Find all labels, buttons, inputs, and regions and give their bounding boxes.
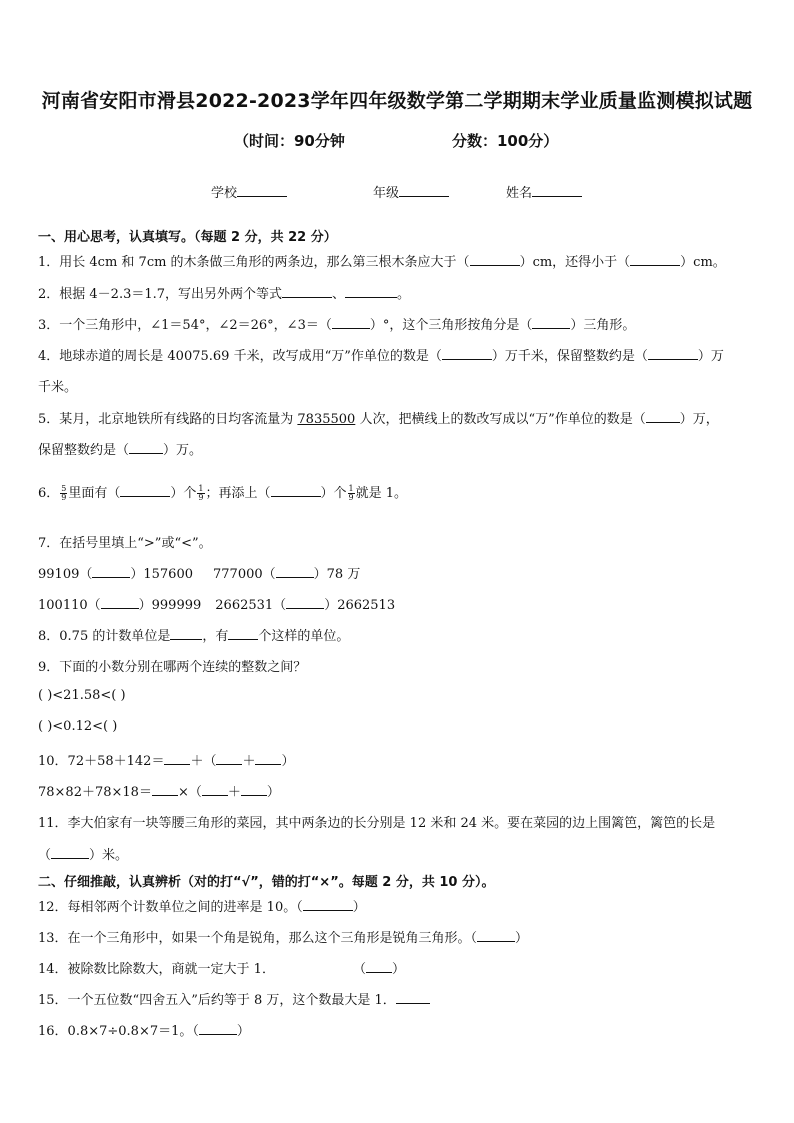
q5-blank-1[interactable] (646, 410, 680, 423)
q10-blank-6[interactable] (241, 783, 267, 796)
page-title: 河南省安阳市滑县2022-2023学年四年级数学第二学期期末学业质量监测模拟试题 (41, 90, 753, 112)
q7-blank-1[interactable] (92, 565, 130, 578)
fraction-1-9-b: $\frac{1}{9}$ (348, 484, 354, 502)
question-8: 8．0.75 的计数单位是 ，有 个这样的单位。 (38, 629, 350, 644)
question-11-cont: （ ）米。 (38, 848, 129, 863)
question-7-row-1: 99109（ ）157600 777000（ ）78 万 (38, 567, 361, 582)
question-2: 2．根据 4－2.3＝1.7，写出另外两个等式 、 。 (38, 287, 411, 302)
question-7-title: 7．在括号里填上“>”或“<”。 (38, 536, 212, 551)
fraction-5-9: $\frac{5}{9}$ (61, 484, 67, 502)
section-1-heading: 一、用心思考，认真填写。（每题 2 分，共 22 分） (38, 230, 337, 245)
question-9-row-2: ( )<0.12<( ) (38, 719, 118, 734)
question-3: 3．一个三角形中，∠1＝54°，∠2＝26°，∠3＝（ ）°，这个三角形按角分是（ ）三角形。 (38, 318, 636, 333)
q3-blank-1[interactable] (332, 316, 370, 329)
question-10-row-2: 78×82＋78×18＝ ×（ ＋ ） (38, 785, 280, 800)
exam-time: （时间：90分钟 (234, 132, 345, 150)
q12-blank[interactable] (303, 898, 353, 911)
question-6: 6． $\frac{5}{9}$ 里面有（ ）个 $\frac{1}{9}$ ；再添上（ ）个 $\frac{1}{9}$ 就是 1。 (38, 484, 408, 502)
fraction-1-9: $\frac{1}{9}$ (198, 484, 204, 502)
question-4-cont: 千米。 (38, 380, 78, 395)
q2-blank-2[interactable] (345, 285, 397, 298)
underlined-number: 7835500 (297, 412, 356, 427)
q10-blank-5[interactable] (202, 783, 228, 796)
question-13: 13．在一个三角形中，如果一个角是锐角，那么这个三角形是锐角三角形。（ ） (38, 931, 529, 946)
q10-blank-1[interactable] (164, 752, 190, 765)
question-14: 14．被除数比除数大，商就一定大于 1． （ ） (38, 962, 405, 977)
q14-blank[interactable] (366, 960, 392, 973)
grade-blank[interactable] (399, 184, 449, 197)
exam-score: 分数：100分） (452, 132, 559, 150)
q10-blank-3[interactable] (255, 752, 281, 765)
question-4: 4．地球赤道的周长是 40075.69 千米，改写成用“万”作单位的数是（ ）万千米，保留整数约是（ ）万 (38, 349, 724, 364)
question-15: 15．一个五位数“四舍五入”后约等于 8 万，这个数最大是 1． (38, 989, 430, 1008)
grade-field[interactable]: 年级 (373, 182, 449, 201)
name-blank[interactable] (532, 184, 582, 197)
q11-blank[interactable] (51, 846, 89, 859)
question-7-row-2: 100110（ ）999999 2662531（ ）2662513 (38, 598, 396, 613)
q2-blank-1[interactable] (282, 285, 332, 298)
q7-blank-2[interactable] (276, 565, 314, 578)
q15-blank[interactable] (396, 991, 430, 1004)
q10-blank-2[interactable] (216, 752, 242, 765)
question-12: 12．每相邻两个计数单位之间的进率是 10。（ ） (38, 900, 366, 915)
q7-blank-3[interactable] (101, 596, 139, 609)
q6-blank-1[interactable] (120, 484, 170, 497)
school-field[interactable]: 学校 (211, 182, 287, 201)
question-10-row-1: 10．72＋58＋142＝ ＋（ ＋ ） (38, 754, 295, 769)
q3-blank-2[interactable] (532, 316, 570, 329)
q13-blank[interactable] (477, 929, 515, 942)
name-field[interactable]: 姓名 (506, 182, 582, 201)
q16-blank[interactable] (199, 1022, 237, 1035)
question-5: 5．某月，北京地铁所有线路的日均客流量为 7835500 人次，把横线上的数改写成以“万”作单位的数是（ ）万， (38, 412, 719, 427)
q8-blank-1[interactable] (170, 627, 202, 640)
school-blank[interactable] (237, 184, 287, 197)
question-9-row-1: ( )<21.58<( ) (38, 688, 126, 703)
question-1: 1．用长 4cm 和 7cm 的木条做三角形的两条边，那么第三根木条应大于（ ）cm，还得小于（ ）cm。 (38, 255, 726, 270)
q1-blank-1[interactable] (470, 253, 520, 266)
q5-blank-2[interactable] (129, 441, 163, 454)
question-5-cont: 保留整数约是（ ）万。 (38, 443, 203, 458)
question-9-title: 9．下面的小数分别在哪两个连续的整数之间？ (38, 660, 307, 675)
q8-blank-2[interactable] (228, 627, 258, 640)
section-2-heading: 二、仔细推敲，认真辨析（对的打“√”，错的打“×”。每题 2 分，共 10 分）。 (38, 875, 495, 890)
q10-blank-4[interactable] (152, 783, 178, 796)
q7-blank-4[interactable] (286, 596, 324, 609)
q4-blank-1[interactable] (442, 347, 492, 360)
q1-blank-2[interactable] (630, 253, 680, 266)
question-11: 11．李大伯家有一块等腰三角形的菜园，其中两条边的长分别是 12 米和 24 米。要在菜园的边上围篱笆，篱笆的长是 (38, 816, 716, 831)
q4-blank-2[interactable] (648, 347, 698, 360)
q6-blank-2[interactable] (271, 484, 321, 497)
question-16: 16．0.8×7÷0.8×7＝1。（ ） (38, 1024, 250, 1039)
